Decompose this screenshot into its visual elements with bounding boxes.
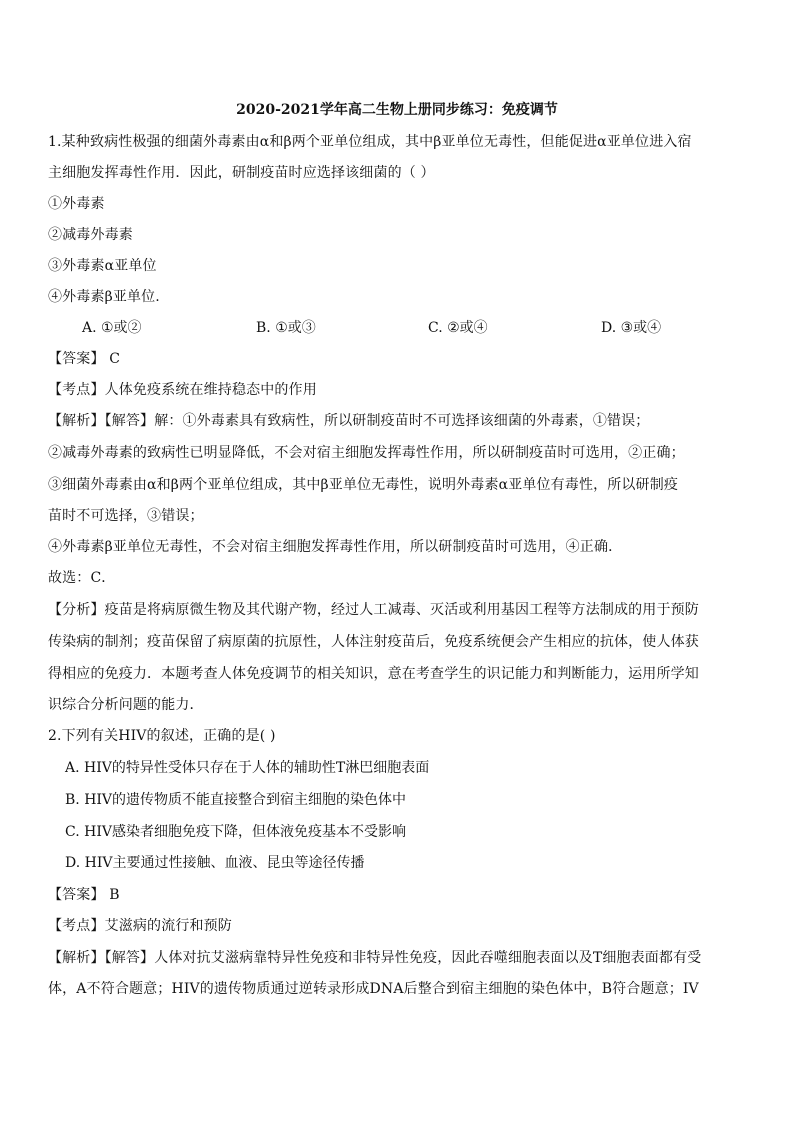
q1-fenxi-line: 识综合分析问题的能力． xyxy=(48,697,204,713)
document-title: 2020-2021学年高二生物上册同步练习：免疫调节 xyxy=(236,102,558,118)
q1-stem-line2: 主细胞发挥毒性作用．因此，研制疫苗时应选择该细菌的（ ） xyxy=(48,165,435,181)
q2-option-b: B. HIV的遗传物质不能直接整合到宿主细胞的染色体中 xyxy=(65,792,407,808)
q1-fenxi-line: 得相应的免疫力．本题考查人体免疫调节的相关知识，意在考查学生的识记能力和判断能力，运用所学知 xyxy=(48,666,699,682)
q1-item-3: ③外毒素α亚单位 xyxy=(48,258,157,274)
q2-answer: 【答案】 B xyxy=(48,887,120,903)
q1-stem-line1: 1.某种致病性极强的细菌外毒素由α和β两个亚单位组成，其中β亚单位无毒性，但能促进α亚单位进入宿 xyxy=(48,134,692,150)
q2-stem: 2.下列有关HIV的叙述，正确的是( ) xyxy=(48,728,276,744)
q1-option-a: A. ①或② xyxy=(82,320,142,336)
q1-kaodian: 【考点】人体免疫系统在维持稳态中的作用 xyxy=(48,382,317,398)
q2-option-d: D. HIV主要通过性接触、血液、昆虫等途径传播 xyxy=(65,855,365,871)
q1-answer: 【答案】 C xyxy=(48,351,121,367)
q1-item-2: ②减毒外毒素 xyxy=(48,227,133,243)
q1-jiexi-line: ②减毒外毒素的致病性已明显降低，不会对宿主细胞发挥毒性作用，所以研制疫苗时可选用，②正确； xyxy=(48,445,685,461)
q1-jiexi-line: 【解析】【解答】解：①外毒素具有致病性，所以研制疫苗时不可选择该细菌的外毒素，①错误； xyxy=(48,413,650,429)
q1-option-c: C. ②或④ xyxy=(428,320,488,336)
q1-option-b: B. ①或③ xyxy=(256,320,316,336)
q2-jiexi-line: 【解析】【解答】人体对抗艾滋病靠特异性免疫和非特异性免疫，因此吞噬细胞表面以及T细胞表面都有受 xyxy=(48,950,702,966)
q1-item-4: ④外毒素β亚单位. xyxy=(48,289,160,305)
q1-fenxi-line: 【分析】疫苗是将病原微生物及其代谢产物，经过人工减毒、灭活或利用基因工程等方法制成的用于预防 xyxy=(48,602,699,618)
q1-jiexi-line: ③细菌外毒素由α和β两个亚单位组成，其中β亚单位无毒性，说明外毒素α亚单位有毒性，所以研制疫 xyxy=(48,477,678,493)
q1-jiexi-line: ④外毒素β亚单位无毒性，不会对宿主细胞发挥毒性作用，所以研制疫苗时可选用，④正确． xyxy=(48,539,623,555)
q1-jiexi-line: 故选：C． xyxy=(48,570,116,586)
q2-option-c: C. HIV感染者细胞免疫下降，但体液免疫基本不受影响 xyxy=(65,824,406,840)
q1-jiexi-line: 苗时不可选择，③错误； xyxy=(48,508,204,524)
q2-option-a: A. HIV的特异性受体只存在于人体的辅助性T淋巴细胞表面 xyxy=(65,760,430,776)
q2-jiexi-line: 体，A不符合题意；HIV的遗传物质通过逆转录形成DNA后整合到宿主细胞的染色体中，B符合题意；IV xyxy=(48,981,699,997)
q1-item-1: ①外毒素 xyxy=(48,196,105,212)
q1-fenxi-line: 传染病的制剂；疫苗保留了病原菌的抗原性，人体注射疫苗后，免疫系统便会产生相应的抗体，使人体获 xyxy=(48,634,699,650)
q1-option-d: D. ③或④ xyxy=(601,320,662,336)
q2-kaodian: 【考点】艾滋病的流行和预防 xyxy=(48,918,232,934)
